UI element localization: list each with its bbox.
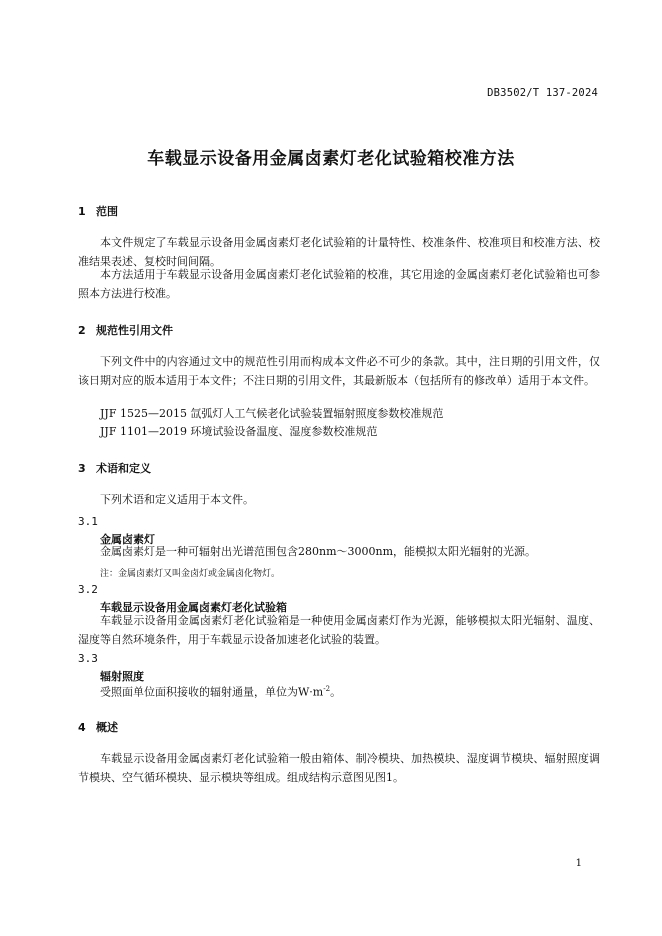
- section-title: 范围: [96, 205, 118, 218]
- section-number: 1: [78, 205, 86, 218]
- unit-exponent: -2: [323, 685, 331, 693]
- reference-item: JJF 1101—2019 环境试验设备温度、湿度参数校准规范: [100, 425, 378, 438]
- section-title: 概述: [96, 721, 118, 734]
- section-1-paragraph-1: 本文件规定了车载显示设备用金属卤素灯老化试验箱的计量特性、校准条件、校准项目和校准方法、校准结果表述、复校时间间隔。: [78, 236, 600, 268]
- page-title: 车载显示设备用金属卤素灯老化试验箱校准方法: [147, 149, 515, 169]
- term-number: 3.3: [78, 652, 98, 665]
- term-note: 注：金属卤素灯又叫金卤灯或金属卤化物灯。: [100, 569, 281, 579]
- section-1-paragraph-2: 本方法适用于车载显示设备用金属卤素灯老化试验箱的校准，其它用途的金属卤素灯老化试验箱也可参照本方法进行校准。: [78, 268, 600, 300]
- term-title: 金属卤素灯: [100, 533, 155, 546]
- reference-item: JJF 1525—2015 氙弧灯人工气候老化试验装置辐射照度参数校准规范: [100, 407, 444, 420]
- section-title: 规范性引用文件: [96, 324, 173, 337]
- section-number: 4: [78, 721, 86, 734]
- term-definition: [100, 680, 341, 702]
- section-1-heading: [78, 203, 118, 219]
- term-title: 辐射照度: [100, 670, 144, 683]
- term-number: 3.2: [78, 583, 98, 596]
- term-definition: 车载显示设备用金属卤素灯老化试验箱是一种使用金属卤素灯作为光源，能够模拟太阳光辐射、温度、湿度等自然环境条件，用于车载显示设备加速老化试验的装置。: [78, 614, 600, 646]
- section-4-heading: [78, 719, 118, 735]
- page-number: 1: [575, 858, 582, 869]
- section-title: 术语和定义: [96, 462, 151, 475]
- section-2-paragraph-1: 下列文件中的内容通过文中的规范性引用而构成本文件必不可少的条款。其中，注日期的引用文件，仅该日期对应的版本适用于本文件；不注日期的引用文件，其最新版本（包括所有的修改单）适用于本文件。: [78, 355, 600, 387]
- definition-text: 受照面单位面积接收的辐射通量，单位为W·m: [100, 685, 324, 699]
- term-title: 车载显示设备用金属卤素灯老化试验箱: [100, 601, 287, 614]
- section-number: 2: [78, 324, 86, 337]
- section-2-heading: [78, 322, 173, 338]
- section-number: 3: [78, 462, 86, 475]
- document-id: DB3502/T 137-2024: [487, 87, 598, 99]
- section-4-paragraph-1: 车载显示设备用金属卤素灯老化试验箱一般由箱体、制冷模块、加热模块、湿度调节模块、辐射照度调节模块、空气循环模块、显示模块等组成。组成结构示意图见图1。: [78, 752, 600, 784]
- section-3-intro: 下列术语和定义适用于本文件。: [100, 493, 254, 506]
- definition-end: 。: [330, 685, 342, 699]
- term-number: 3.1: [78, 515, 98, 528]
- term-definition: 金属卤素灯是一种可辐射出光谱范围包含280nm～3000nm，能模拟太阳光辐射的光源。: [100, 545, 537, 558]
- section-3-heading: [78, 460, 151, 476]
